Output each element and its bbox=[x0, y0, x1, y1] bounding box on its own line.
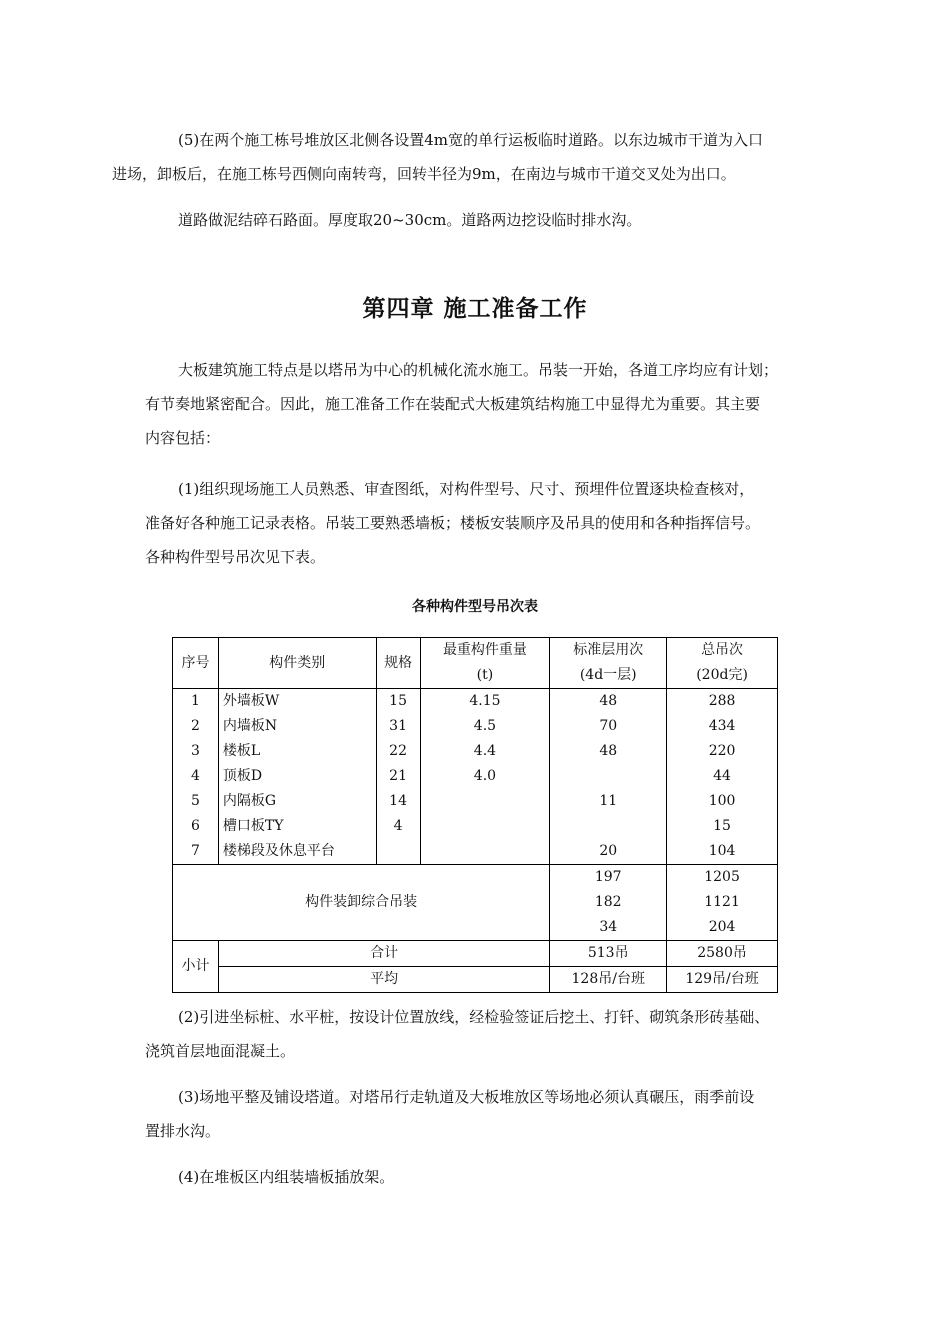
header-weight bbox=[420, 638, 550, 689]
cell-spec bbox=[376, 839, 420, 865]
table-caption: 各种构件型号吊次表 bbox=[412, 599, 538, 615]
average-total: 129吊/台班 bbox=[667, 967, 778, 993]
cell-seq: 4 bbox=[173, 764, 219, 789]
cell-type: 外墙板W bbox=[218, 689, 376, 715]
handling-total-value: 204 bbox=[708, 919, 736, 935]
cell-standard bbox=[550, 764, 667, 789]
cell-seq: 7 bbox=[173, 839, 219, 865]
handling-standard bbox=[550, 865, 667, 941]
text-line: 进场，卸板后，在施工栋号西侧向南转弯，回转半径为9m，在南边与城市干道交叉处为出口。 bbox=[112, 165, 736, 183]
handling-standard-value: 34 bbox=[599, 919, 618, 935]
paragraph-1 bbox=[145, 472, 815, 574]
text-line: 大板建筑施工特点是以塔吊为中心的机械化流水施工。吊装一开始，各道工序均应有计划； bbox=[178, 361, 779, 379]
header-weight-line2: (t) bbox=[476, 667, 494, 683]
cell-standard: 48 bbox=[550, 739, 667, 764]
chapter-title: 第四章 施工准备工作 bbox=[362, 296, 588, 322]
text-line: 浇筑首层地面混凝土。 bbox=[145, 1042, 296, 1060]
cell-seq: 1 bbox=[173, 689, 219, 715]
cell-type: 内墙板N bbox=[218, 714, 376, 739]
table-row bbox=[173, 764, 778, 789]
header-type: 构件类别 bbox=[218, 638, 376, 689]
cell-type: 顶板D bbox=[218, 764, 376, 789]
paragraph-4: (4)在堆板区内组装墙板插放架。 bbox=[178, 1168, 395, 1186]
header-standard-line1: 标准层用次 bbox=[573, 642, 644, 658]
header-seq: 序号 bbox=[173, 638, 219, 689]
header-total-line1: 总吊次 bbox=[701, 642, 744, 658]
handling-standard-value: 182 bbox=[594, 894, 622, 910]
cell-weight: 4.5 bbox=[420, 714, 550, 739]
table-row bbox=[173, 839, 778, 865]
average-row bbox=[173, 967, 778, 993]
average-label: 平均 bbox=[218, 967, 549, 993]
cell-standard: 11 bbox=[550, 789, 667, 814]
paragraph-2 bbox=[145, 1000, 815, 1068]
text-line: 准备好各种施工记录表格。吊装工要熟悉墙板；楼板安装顺序及吊具的使用和各种指挥信号。 bbox=[145, 514, 761, 532]
header-standard-line2: (4d一层) bbox=[579, 667, 637, 683]
cell-spec: 14 bbox=[376, 789, 420, 814]
cell-weight bbox=[420, 839, 550, 865]
handling-standard-value: 197 bbox=[594, 869, 622, 885]
text-line: (2)引进坐标桩、水平桩，按设计位置放线，经检验签证后挖土、打钎、砌筑条形砖基础、 bbox=[178, 1008, 770, 1026]
header-weight-line1: 最重构件重量 bbox=[442, 642, 527, 658]
cell-type: 内隔板G bbox=[218, 789, 376, 814]
lifting-count-table bbox=[172, 637, 778, 993]
handling-total-value: 1121 bbox=[704, 894, 740, 910]
table-header-row bbox=[173, 638, 778, 689]
cell-standard: 20 bbox=[550, 839, 667, 865]
cell-seq: 5 bbox=[173, 789, 219, 814]
cell-seq: 6 bbox=[173, 814, 219, 839]
cell-total: 100 bbox=[667, 789, 778, 814]
cell-type: 槽口板TY bbox=[218, 814, 376, 839]
header-standard bbox=[550, 638, 667, 689]
handling-row bbox=[173, 865, 778, 941]
cell-standard: 48 bbox=[550, 689, 667, 715]
header-total bbox=[667, 638, 778, 689]
cell-type: 楼梯段及休息平台 bbox=[218, 839, 376, 865]
cell-spec: 31 bbox=[376, 714, 420, 739]
paragraph-road: 道路做泥结碎石路面。厚度取20~30cm。道路两边挖设临时排水沟。 bbox=[178, 211, 642, 229]
table-row bbox=[173, 814, 778, 839]
cell-spec: 4 bbox=[376, 814, 420, 839]
cell-total: 15 bbox=[667, 814, 778, 839]
cell-weight bbox=[420, 789, 550, 814]
text-line: (3)场地平整及铺设塔道。对塔吊行走轨道及大板堆放区等场地必须认真碾压，雨季前设 bbox=[178, 1088, 755, 1106]
handling-total bbox=[667, 865, 778, 941]
sum-label: 合计 bbox=[218, 941, 549, 967]
text-line: 有节奏地紧密配合。因此，施工准备工作在装配式大板建筑结构施工中显得尤为重要。其主要 bbox=[145, 395, 761, 413]
subtotal-label: 小计 bbox=[173, 941, 219, 993]
text-line: 置排水沟。 bbox=[145, 1122, 221, 1140]
average-standard: 128吊/台班 bbox=[550, 967, 667, 993]
handling-label: 构件装卸综合吊装 bbox=[173, 865, 550, 941]
header-total-line2: (20d完) bbox=[696, 667, 748, 683]
text-line: 各种构件型号吊次见下表。 bbox=[145, 548, 326, 566]
sum-standard: 513吊 bbox=[550, 941, 667, 967]
cell-weight: 4.0 bbox=[420, 764, 550, 789]
cell-spec: 21 bbox=[376, 764, 420, 789]
text-line: (1)组织现场施工人员熟悉、审查图纸，对构件型号、尺寸、预埋件位置逐块检查核对， bbox=[178, 480, 755, 498]
text-line: (5)在两个施工栋号堆放区北侧各设置4m宽的单行运板临时道路。以东边城市干道为入口 bbox=[178, 131, 764, 149]
handling-total-value: 1205 bbox=[704, 869, 740, 885]
cell-total: 104 bbox=[667, 839, 778, 865]
cell-type: 楼板L bbox=[218, 739, 376, 764]
cell-total: 434 bbox=[667, 714, 778, 739]
table-row bbox=[173, 714, 778, 739]
table-row bbox=[173, 789, 778, 814]
text-line: 内容包括： bbox=[145, 429, 221, 447]
header-spec: 规格 bbox=[376, 638, 420, 689]
cell-weight: 4.15 bbox=[420, 689, 550, 715]
cell-spec: 15 bbox=[376, 689, 420, 715]
table-row bbox=[173, 689, 778, 715]
sum-row bbox=[173, 941, 778, 967]
paragraph-intro bbox=[145, 353, 815, 455]
cell-standard bbox=[550, 814, 667, 839]
cell-weight bbox=[420, 814, 550, 839]
cell-spec: 22 bbox=[376, 739, 420, 764]
sum-total: 2580吊 bbox=[667, 941, 778, 967]
cell-total: 44 bbox=[667, 764, 778, 789]
cell-seq: 3 bbox=[173, 739, 219, 764]
cell-total: 220 bbox=[667, 739, 778, 764]
table-row bbox=[173, 739, 778, 764]
cell-total: 288 bbox=[667, 689, 778, 715]
paragraph-5 bbox=[112, 123, 815, 191]
cell-standard: 70 bbox=[550, 714, 667, 739]
paragraph-3 bbox=[145, 1080, 815, 1148]
cell-seq: 2 bbox=[173, 714, 219, 739]
cell-weight: 4.4 bbox=[420, 739, 550, 764]
